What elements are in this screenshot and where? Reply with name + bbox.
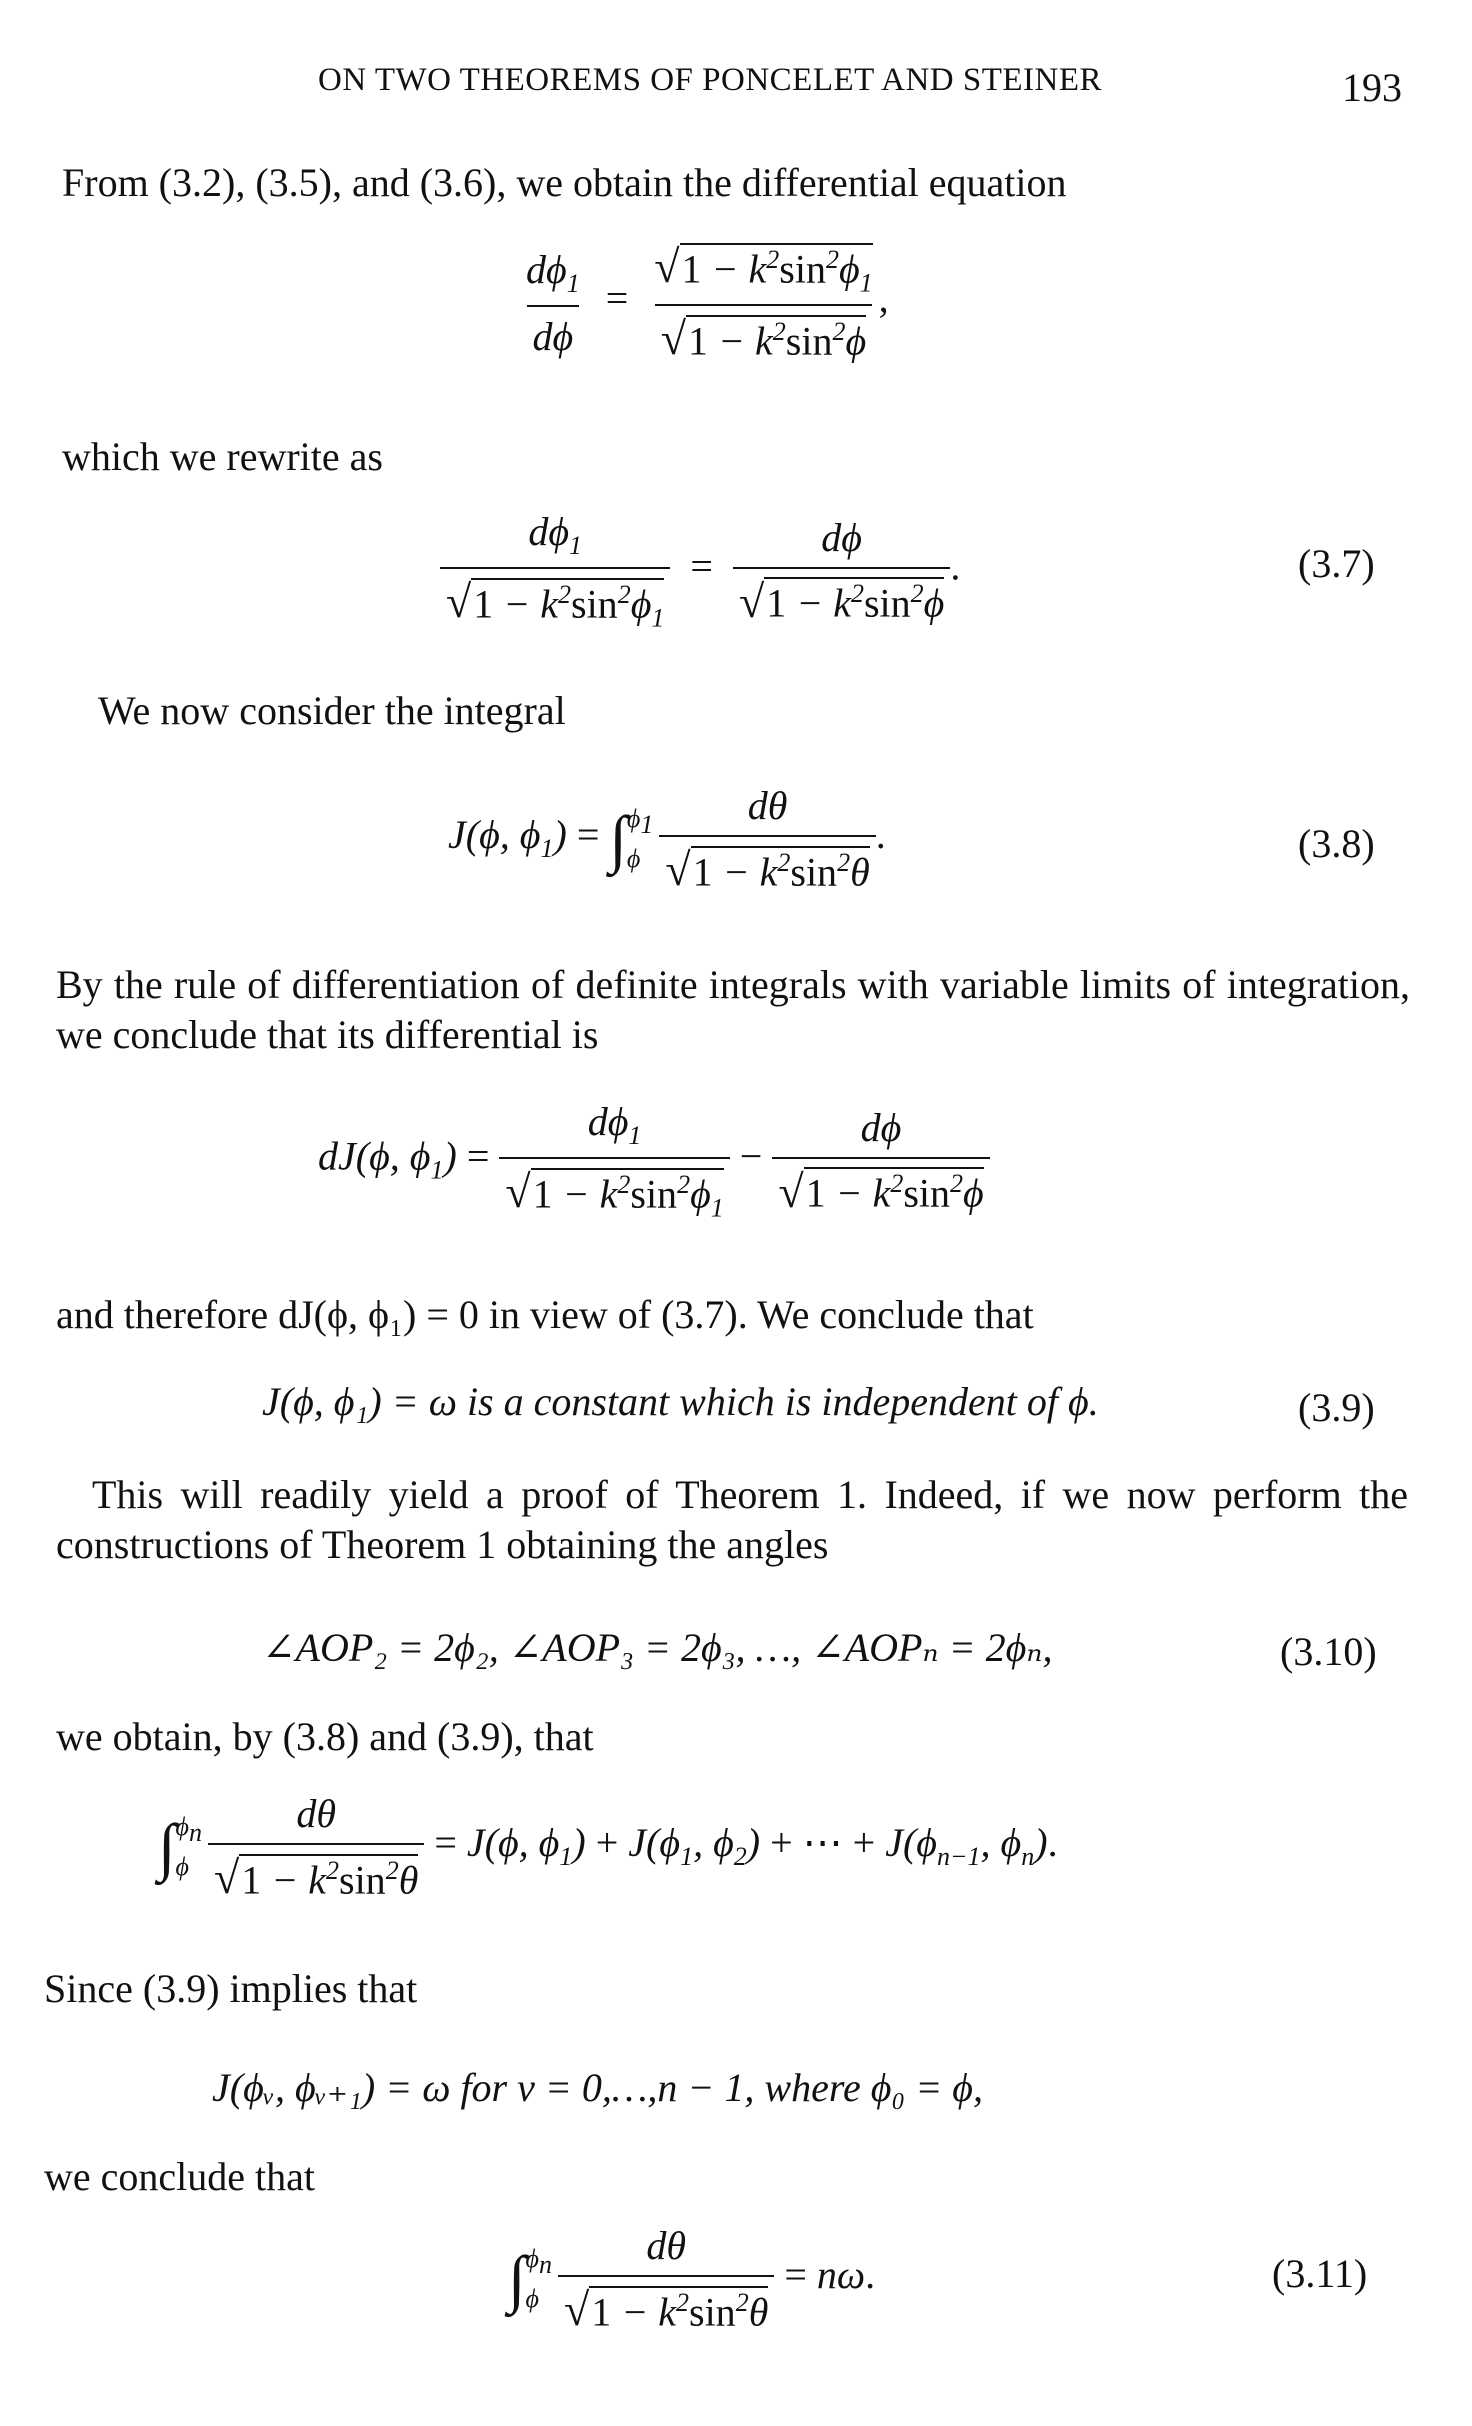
equation-3-11: ∫ $\phi_n$ ϕ $\frac{d\theta}{√1 - k^2\sin^2\theta}$ = nω. (508, 2223, 876, 2335)
paragraph-9: we conclude that (44, 2154, 315, 2199)
paragraph-5: and therefore dJ(ϕ, ϕ₁) = 0 in view of (3.7). We conclude that (56, 1292, 1034, 1337)
paragraph-7: we obtain, by (3.8) and (3.9), that (56, 1714, 594, 1759)
equation-3-10: ∠AOP₂ = 2ϕ₂, ∠AOP₃ = 2ϕ₃, …, ∠AOPₙ = 2ϕₙ, (262, 1625, 1053, 1670)
equation-3-7: $\frac{d\phi_1}{√1 - k^2\sin^2\phi_1}$ = $\frac{d\phi}{√1 - k^2\sin^2\phi}$ . (440, 508, 960, 633)
equation-3-8: J(ϕ, $\phi_1$) = ∫ $\phi_1$ ϕ $\frac{d\theta}{√1 - k^2\sin^2\theta}$ . (448, 783, 886, 895)
page-number: 193 (1342, 65, 1402, 110)
equation-3-9: J(ϕ, ϕ₁) = ω is a constant which is independent of ϕ. (262, 1379, 1099, 1424)
equation-relation: J(ϕᵥ, ϕᵥ₊₁) = ω for ν = 0,…,n − 1, where ϕ₀ = ϕ, (212, 2065, 983, 2110)
paragraph-1: From (3.2), (3.5), and (3.6), we obtain the differential equation (62, 160, 1067, 205)
paragraph-6: This will readily yield a proof of Theorem 1. Indeed, if we now perform the constructions of Theorem 1 obtaining the angles (56, 1472, 1408, 1567)
paragraph-3: We now consider the integral (98, 688, 566, 733)
equation-number-3-8: (3.8) (1298, 821, 1375, 866)
paragraph-2: which we rewrite as (62, 434, 383, 479)
equation-number-3-7: (3.7) (1298, 541, 1375, 586)
equation-differential: dJ(ϕ, $\phi_1$) = $\frac{d\phi_1}{√1 - k^2\sin^2\phi_1}$ − $\frac{d\phi}{√1 - k^2\sin^2\phi}$ (318, 1098, 990, 1223)
equation-number-3-10: (3.10) (1280, 1629, 1377, 1674)
equation-sum: ∫ $\phi_n$ ϕ $\frac{d\theta}{√1 - k^2\sin^2\theta}$ = J(ϕ, $\phi_1) + J(\phi_1$, $\phi_2$) + ⋯ + $J(\phi_{n-1}$, $\phi_n$). (158, 1791, 1058, 1903)
equation-number-3-11: (3.11) (1272, 2251, 1368, 2296)
paragraph-4: By the rule of differentiation of definite integrals with variable limits of integration, we conclude that its differential is (56, 962, 1410, 1057)
running-header: ON TWO THEOREMS OF PONCELET AND STEINER (318, 62, 1103, 98)
equation-1: $\frac{d\phi_1}{d\phi}$ = $\frac{√1 - k^2\sin^2\phi_1}{√1 - k^2\sin^2\phi}$ , (526, 241, 889, 364)
equation-number-3-9: (3.9) (1298, 1385, 1375, 1430)
paragraph-8: Since (3.9) implies that (44, 1966, 418, 2011)
